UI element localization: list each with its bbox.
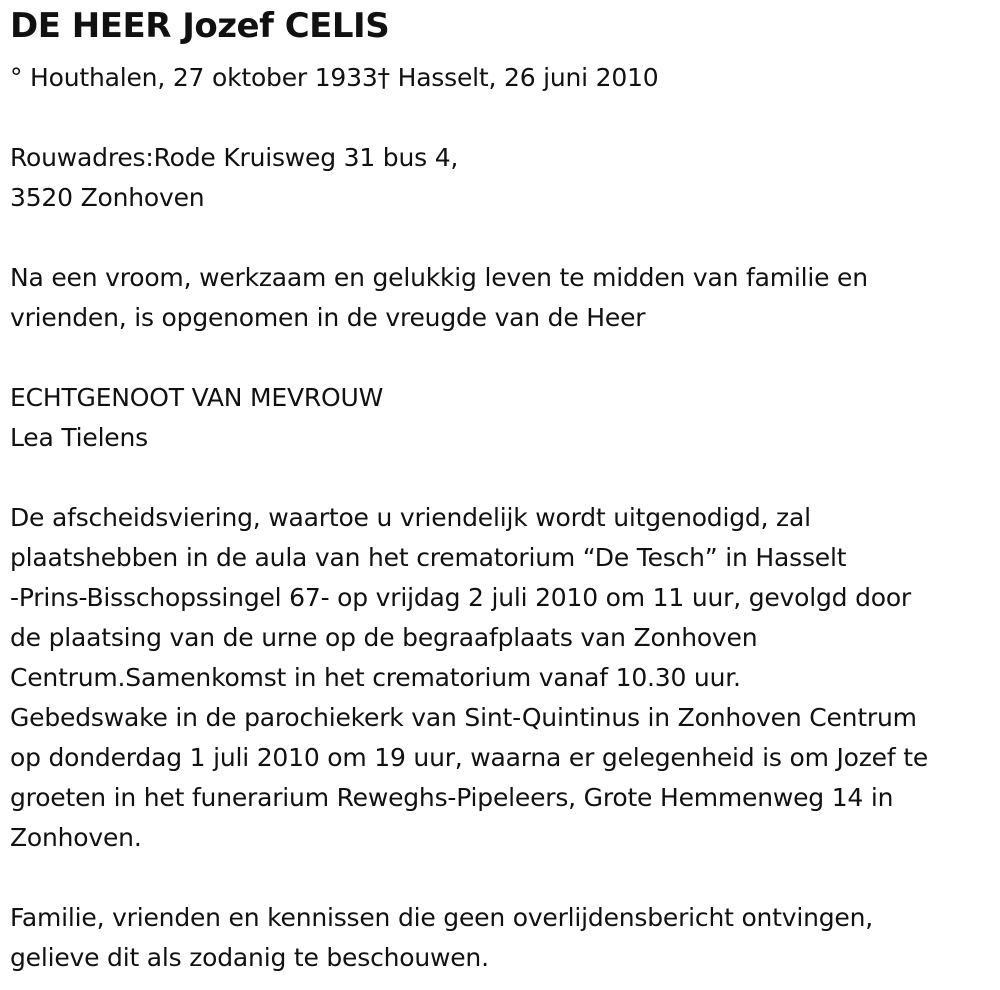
ceremony-line: de plaatsing van de urne op de begraafplaats van Zonhoven	[10, 623, 758, 652]
deceased-name-heading: DE HEER Jozef CELIS	[10, 6, 390, 46]
ceremony-paragraph	[10, 498, 995, 858]
ceremony-line: Zonhoven.	[10, 823, 142, 852]
spouse-section	[10, 378, 995, 458]
intro-line: Na een vroom, werkzaam en gelukkig leven te midden van familie en	[10, 263, 868, 292]
spacer	[10, 338, 995, 378]
ceremony-line: -Prins-Bisschopssingel 67- op vrijdag 2 juli 2010 om 11 uur, gevolgd door	[10, 583, 912, 612]
ceremony-line: op donderdag 1 juli 2010 om 19 uur, waarna er gelegenheid is om Jozef te	[10, 743, 928, 772]
address-line: Rouwadres:Rode Kruisweg 31 bus 4,	[10, 143, 459, 172]
closing-line: Familie, vrienden en kennissen die geen overlijdensbericht ontvingen,	[10, 903, 874, 932]
intro-line: vrienden, is opgenomen in de vreugde van de Heer	[10, 303, 646, 332]
ceremony-line: plaatshebben in de aula van het crematorium “De Tesch” in Hasselt	[10, 543, 847, 572]
address-line: 3520 Zonhoven	[10, 183, 205, 212]
spouse-name: Lea Tielens	[10, 423, 148, 452]
ceremony-line: Centrum.Samenkomst in het crematorium vanaf 10.30 uur.	[10, 663, 741, 692]
obituary-document	[10, 0, 995, 978]
spacer	[10, 218, 995, 258]
ceremony-line: groeten in het funerarium Reweghs-Pipeleers, Grote Hemmenweg 14 in	[10, 783, 894, 812]
intro-paragraph	[10, 258, 995, 338]
spacer	[10, 98, 995, 138]
ceremony-line: De afscheidsviering, waartoe u vriendelijk wordt uitgenodigd, zal	[10, 503, 811, 532]
closing-line: gelieve dit als zodanig te beschouwen.	[10, 943, 489, 972]
spacer	[10, 458, 995, 498]
mourning-address	[10, 138, 995, 218]
ceremony-line: Gebedswake in de parochiekerk van Sint-Quintinus in Zonhoven Centrum	[10, 703, 917, 732]
spouse-label: ECHTGENOOT VAN MEVROUW	[10, 383, 384, 412]
spacer	[10, 858, 995, 898]
closing-paragraph	[10, 898, 995, 978]
birth-death-dates: ° Houthalen, 27 oktober 1933† Hasselt, 26 juni 2010	[10, 63, 659, 92]
